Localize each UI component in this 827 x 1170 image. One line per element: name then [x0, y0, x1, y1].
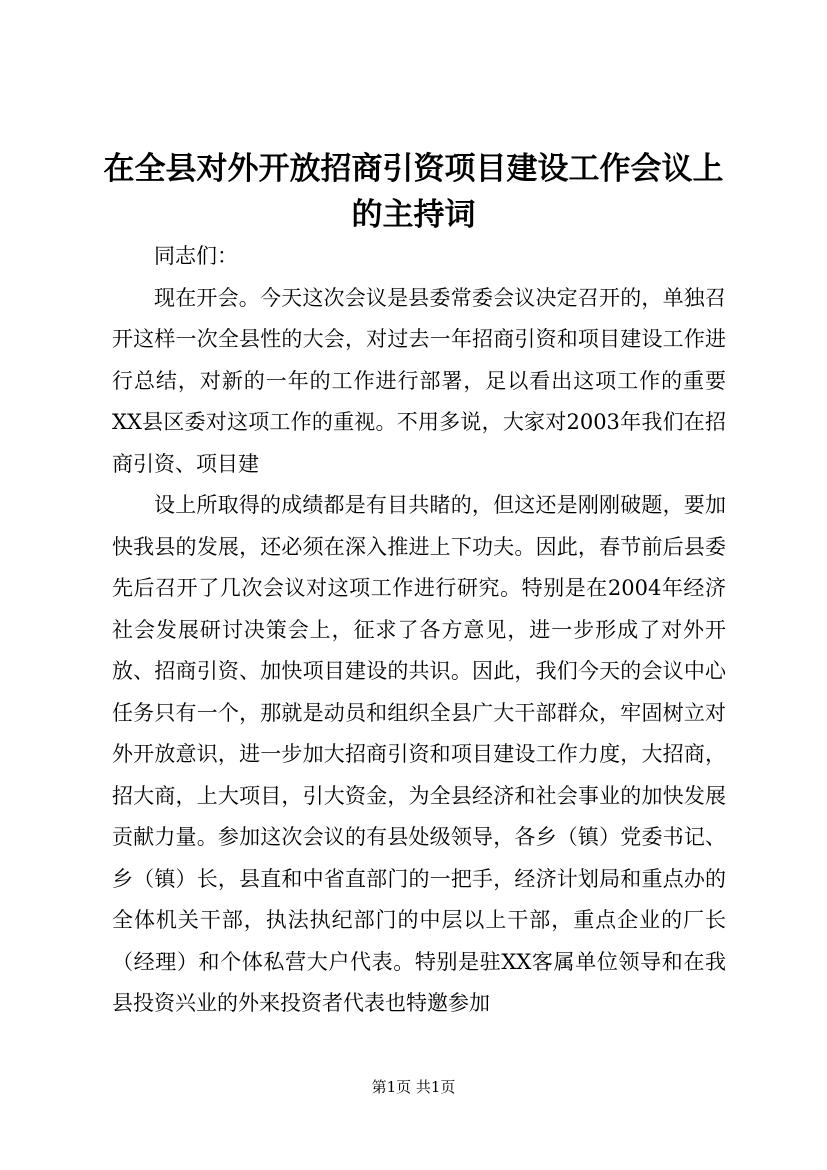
paragraph-1: 现在开会。今天这次会议是县委常委会议决定召开的，单独召开这样一次全县性的大会，对过去一年招商引资和项目建设工作进行总结，对新的一年的工作进行部署，足以看出这项工作的重要XX县区委对这项工作的重视。不用多说，大家对2003年我们在招商引资、项目建 [112, 285, 726, 476]
page-number-footer: 第1页 共1页 [371, 1078, 456, 1096]
paragraph-2: 设上所取得的成绩都是有目共睹的，但这还是刚刚破题，要加快我县的发展，还必须在深入推进上下功夫。因此，春节前后县委先后召开了几次会议对这项工作进行研究。特别是在2004年经济社会发展研讨决策会上，征求了各方意见，进一步形成了对外开放、招商引资、加快项目建设的共识。因此，我们今天的会议中心任务只有一个，那就是动员和组织全县广大干部群众，牢固树立对外开放意识，进一步加大招商引资和项目建设工作力度，大招商，招大商，上大项目，引大资金，为全县经济和社会事业的加快发展贡献力量。参加这次会议的有县处级领导，各乡（镇）党委书记、乡（镇）长，县直和中省直部门的一把手，经济计划局和重点办的全体机关干部，执法执纪部门的中层以上干部，重点企业的厂长（经理）和个体私营大户代表。特别是驻XX客属单位领导和在我县投资兴业的外来投资者代表也特邀参加 [112, 493, 726, 1015]
document-title: 在全县对外开放招商引资项目建设工作会议上的主持词 [103, 151, 724, 233]
salutation: 同志们： [154, 244, 238, 268]
document-body [112, 236, 726, 1025]
